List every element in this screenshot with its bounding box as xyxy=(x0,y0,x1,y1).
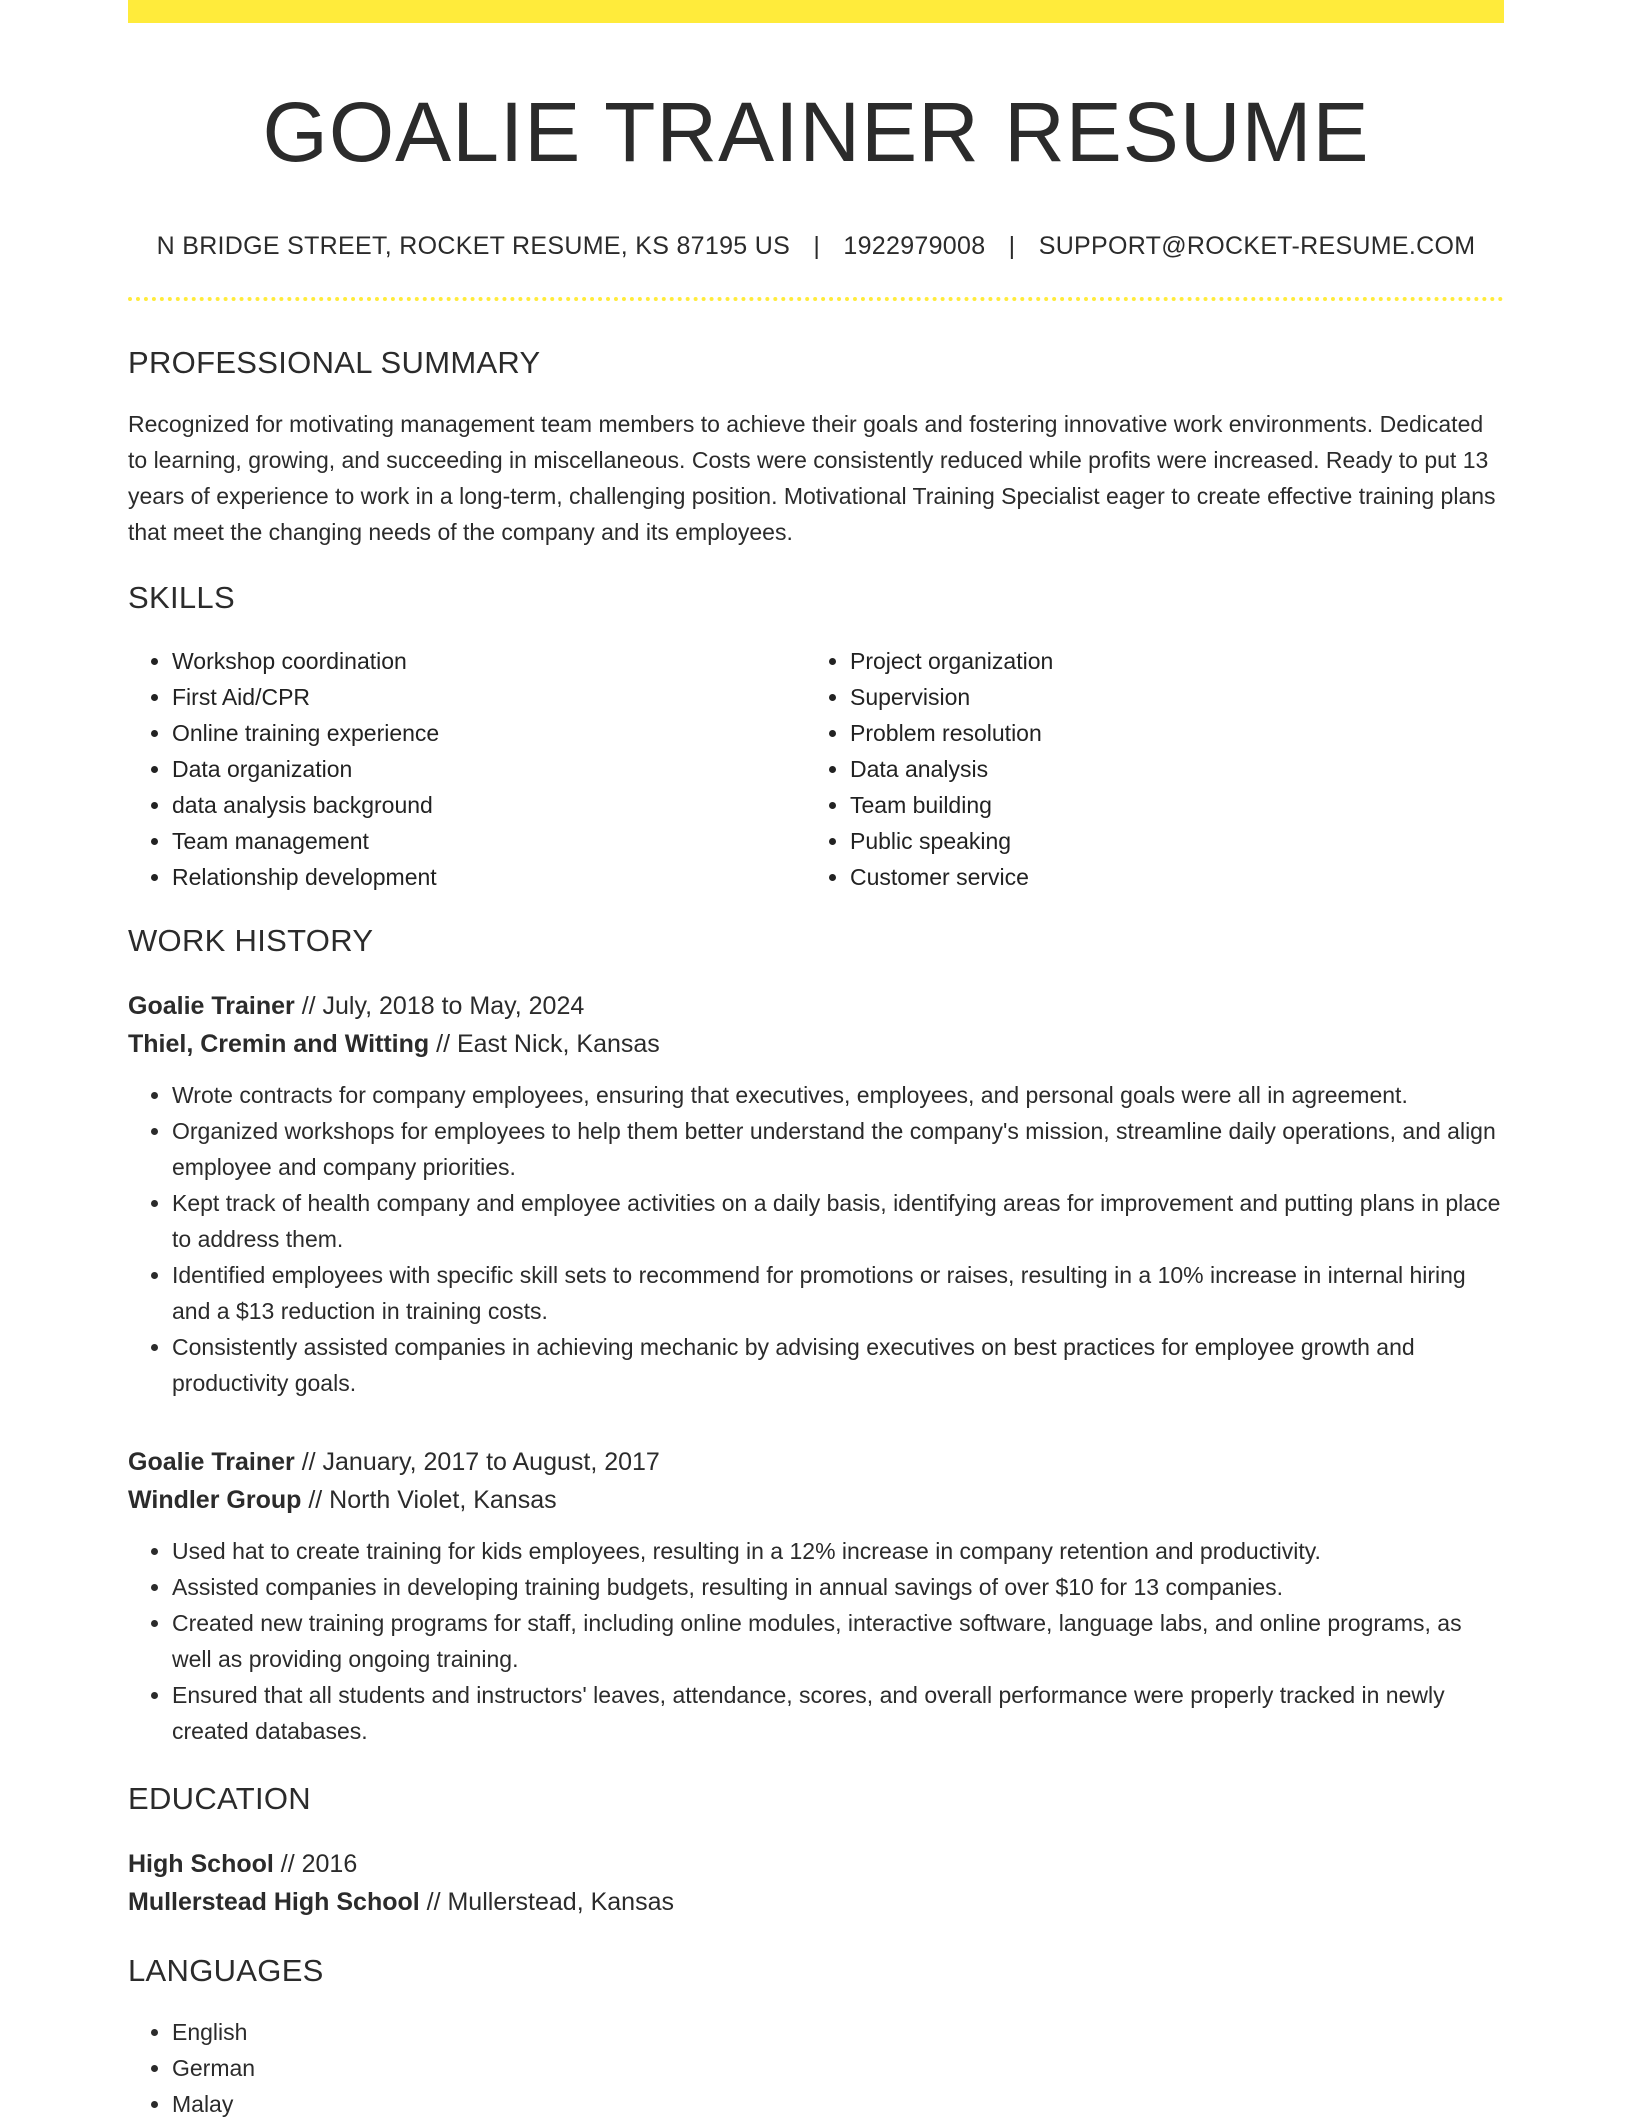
job-dates: // January, 2017 to August, 2017 xyxy=(294,1448,660,1477)
job-bullet: • Consistently assisted companies in achieving mechanic by advising executives on best practices for employee growth and productivity goals. xyxy=(172,1329,1504,1401)
job-location: // East Nick, Kansas xyxy=(429,1030,660,1059)
skill-item: • Workshop coordination xyxy=(172,643,806,679)
skill-item: • Team management xyxy=(172,823,806,859)
education-entry xyxy=(128,1845,1504,1921)
resume-page xyxy=(128,0,1504,2122)
contact-line xyxy=(128,232,1504,261)
skill-item: • Relationship development xyxy=(172,859,806,895)
language-item: • English xyxy=(172,2014,1504,2050)
summary-heading: PROFESSIONAL SUMMARY xyxy=(128,345,541,381)
job-bullet: • Created new training programs for staff, including online modules, interactive software, language labs, and online programs, as well as providing ongoing training. xyxy=(172,1605,1504,1677)
skill-item: • Team building xyxy=(850,787,1484,823)
job-entry xyxy=(128,1443,1504,1749)
job-entry xyxy=(128,987,1504,1401)
education-year: // 2016 xyxy=(273,1850,358,1879)
job-company-line xyxy=(128,1481,1504,1519)
education-location: // Mullerstead, Kansas xyxy=(419,1888,674,1917)
skill-item: • Data organization xyxy=(172,751,806,787)
job-bullet: • Organized workshops for employees to help them better understand the company's mission, streamline daily operations, and align employee and company priorities. xyxy=(172,1113,1504,1185)
skill-item: • Problem resolution xyxy=(850,715,1484,751)
education-degree: High School xyxy=(128,1850,274,1879)
language-item: • Malay xyxy=(172,2086,1504,2122)
education-school: Mullerstead High School xyxy=(128,1888,420,1917)
job-company: Windler Group xyxy=(128,1486,302,1515)
skill-item: • data analysis background xyxy=(172,787,806,823)
education-school-line xyxy=(128,1883,1504,1921)
job-role: Goalie Trainer xyxy=(128,1448,295,1477)
job-bullet: • Ensured that all students and instructors' leaves, attendance, scores, and overall performance were properly tracked in newly created databases. xyxy=(172,1677,1504,1749)
contact-phone: 1922979008 xyxy=(843,232,986,261)
job-company-line xyxy=(128,1025,1504,1063)
job-bullet: • Kept track of health company and employee activities on a daily basis, identifying areas for improvement and putting plans in place to address them. xyxy=(172,1185,1504,1257)
languages-list xyxy=(128,2014,1504,2122)
resume-title: GOALIE TRAINER RESUME xyxy=(262,85,1370,179)
summary-text: Recognized for motivating management team members to achieve their goals and fostering innovative work environments. Dedicated to learning, growing, and succeeding in miscellaneous. Costs were consistently reduced while profits were increased. Ready to put 13 years of experience to work in a long-term, challenging position. Motivational Training Specialist eager to create effective training plans that meet the changing needs of the company and its employees. xyxy=(128,411,1496,546)
skill-item: • Online training experience xyxy=(172,715,806,751)
skill-item: • First Aid/CPR xyxy=(172,679,806,715)
skills-columns xyxy=(128,643,1504,895)
skill-item: • Public speaking xyxy=(850,823,1484,859)
job-location: // North Violet, Kansas xyxy=(301,1486,557,1515)
contact-separator: | xyxy=(1008,232,1016,261)
skills-right-list xyxy=(806,643,1484,895)
job-bullet: • Identified employees with specific skill sets to recommend for promotions or raises, resulting in a 10% increase in internal hiring and a $13 reduction in training costs. xyxy=(172,1257,1504,1329)
job-bullets xyxy=(128,1077,1504,1401)
job-bullet: • Used hat to create training for kids employees, resulting in a 12% increase in company retention and productivity. xyxy=(172,1533,1504,1569)
education-degree-line xyxy=(128,1845,1504,1883)
job-company: Thiel, Cremin and Witting xyxy=(128,1030,430,1059)
job-bullets xyxy=(128,1533,1504,1749)
contact-separator: | xyxy=(813,232,821,261)
language-item: • German xyxy=(172,2050,1504,2086)
job-role: Goalie Trainer xyxy=(128,992,295,1021)
skill-item: • Project organization xyxy=(850,643,1484,679)
job-role-line xyxy=(128,987,1504,1025)
accent-top-bar xyxy=(128,0,1504,23)
skills-heading: SKILLS xyxy=(128,580,235,616)
skill-item: • Customer service xyxy=(850,859,1484,895)
job-bullet: • Wrote contracts for company employees, ensuring that executives, employees, and personal goals were all in agreement. xyxy=(172,1077,1504,1113)
languages-heading: LANGUAGES xyxy=(128,1953,324,1989)
job-role-line xyxy=(128,1443,1504,1481)
skill-item: • Supervision xyxy=(850,679,1484,715)
education-heading: EDUCATION xyxy=(128,1781,311,1817)
contact-address: N BRIDGE STREET, ROCKET RESUME, KS 87195 US xyxy=(156,232,791,261)
contact-email: SUPPORT@ROCKET-RESUME.COM xyxy=(1038,232,1476,261)
job-dates: // July, 2018 to May, 2024 xyxy=(294,992,585,1021)
dotted-divider xyxy=(128,297,1504,301)
skills-left-list xyxy=(128,643,806,895)
skill-item: • Data analysis xyxy=(850,751,1484,787)
job-bullet: • Assisted companies in developing training budgets, resulting in annual savings of over $10 for 13 companies. xyxy=(172,1569,1504,1605)
work-history-heading: WORK HISTORY xyxy=(128,923,374,959)
